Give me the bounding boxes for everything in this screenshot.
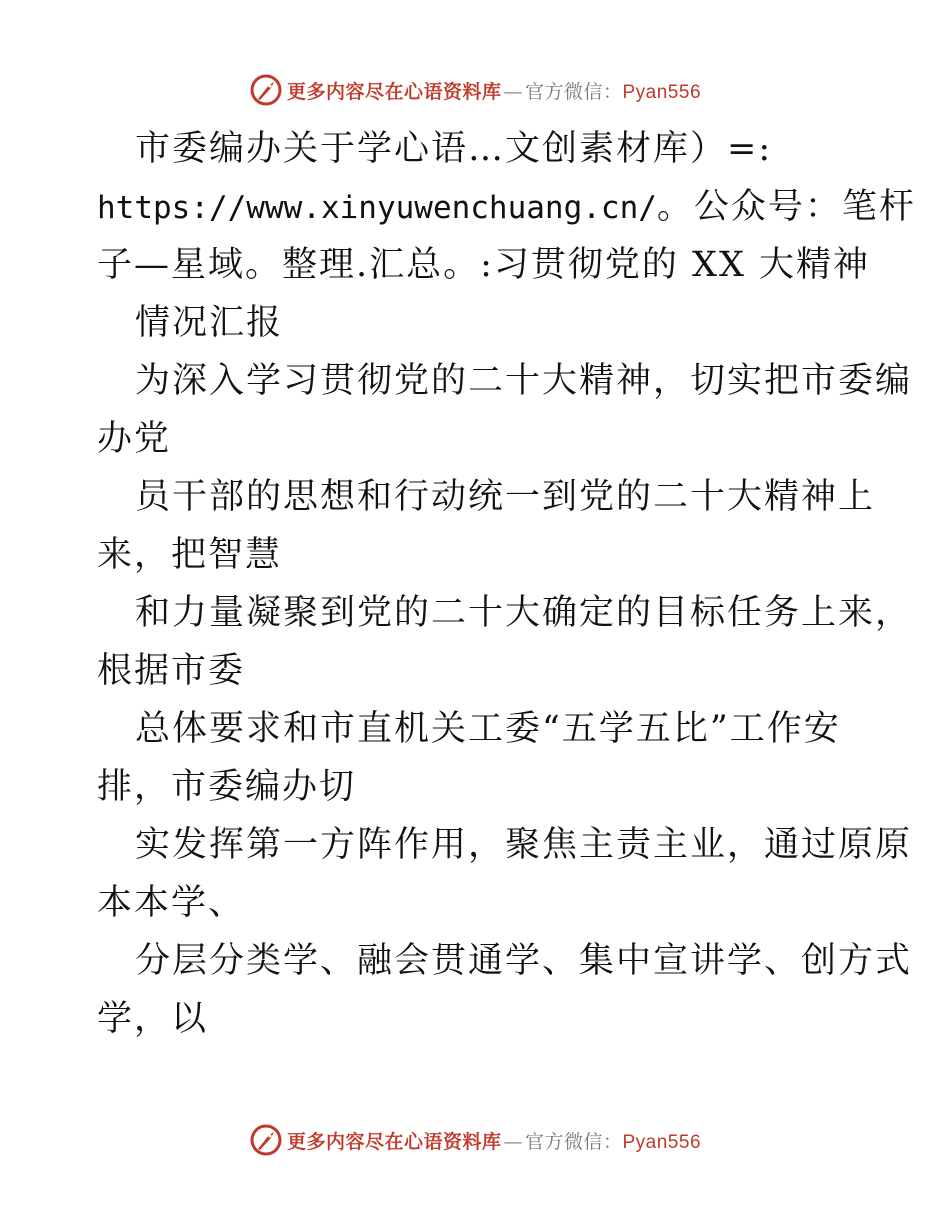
pen-nib-logo-icon [249, 73, 283, 107]
text-line: 学，以 [97, 999, 209, 1039]
text-line: 市委编办关于学心语…文创素材库）=: [135, 129, 773, 169]
text-line: 分层分类学、融会贯通学、集中宣讲学、创方式 [135, 941, 913, 981]
text-fragment: 。公众号：笔杆 [656, 187, 916, 227]
text-line: 员干部的思想和行动统一到党的二十大精神上 [135, 477, 876, 517]
text-line: 本本学、 [97, 883, 246, 923]
text-line: 和力量凝聚到党的二十大确定的目标任务上来， [135, 593, 913, 633]
text-line: 来，把智慧 [97, 535, 283, 575]
text-line: 根据市委 [97, 651, 246, 691]
watermark-label: 官方微信： [524, 80, 623, 103]
watermark-dash: — [503, 1130, 523, 1153]
text-line: 办党 [97, 419, 172, 459]
text-line [97, 178, 916, 236]
watermark-account: Pyan556 [622, 1131, 702, 1153]
pen-nib-logo-icon [249, 1123, 283, 1157]
source-url-link[interactable]: https://www.xinyuwenchuang.cn/ [97, 190, 657, 226]
footer-watermark [0, 1120, 950, 1160]
watermark-dash: — [503, 80, 523, 103]
text-line: 实发挥第一方阵作用，聚焦主责主业，通过原原 [135, 825, 913, 865]
text-line: 排，市委编办切 [97, 767, 357, 807]
text-line: 总体要求和市直机关工委“五学五比”工作安 [135, 709, 841, 749]
text-line: 为深入学习贯彻党的二十大精神，切实把市委编 [135, 361, 913, 401]
watermark-label: 官方微信： [524, 1130, 623, 1153]
text-line: 子—星域。整理.汇总。:习贯彻党的 XX 大精神 [97, 245, 871, 285]
header-watermark [0, 70, 950, 110]
watermark-account: Pyan556 [622, 81, 702, 103]
document-body [97, 120, 916, 1048]
watermark-brand: 更多内容尽在心语资料库 [286, 80, 502, 103]
watermark-brand: 更多内容尽在心语资料库 [286, 1130, 502, 1153]
doc-title: 情况汇报 [135, 303, 284, 343]
